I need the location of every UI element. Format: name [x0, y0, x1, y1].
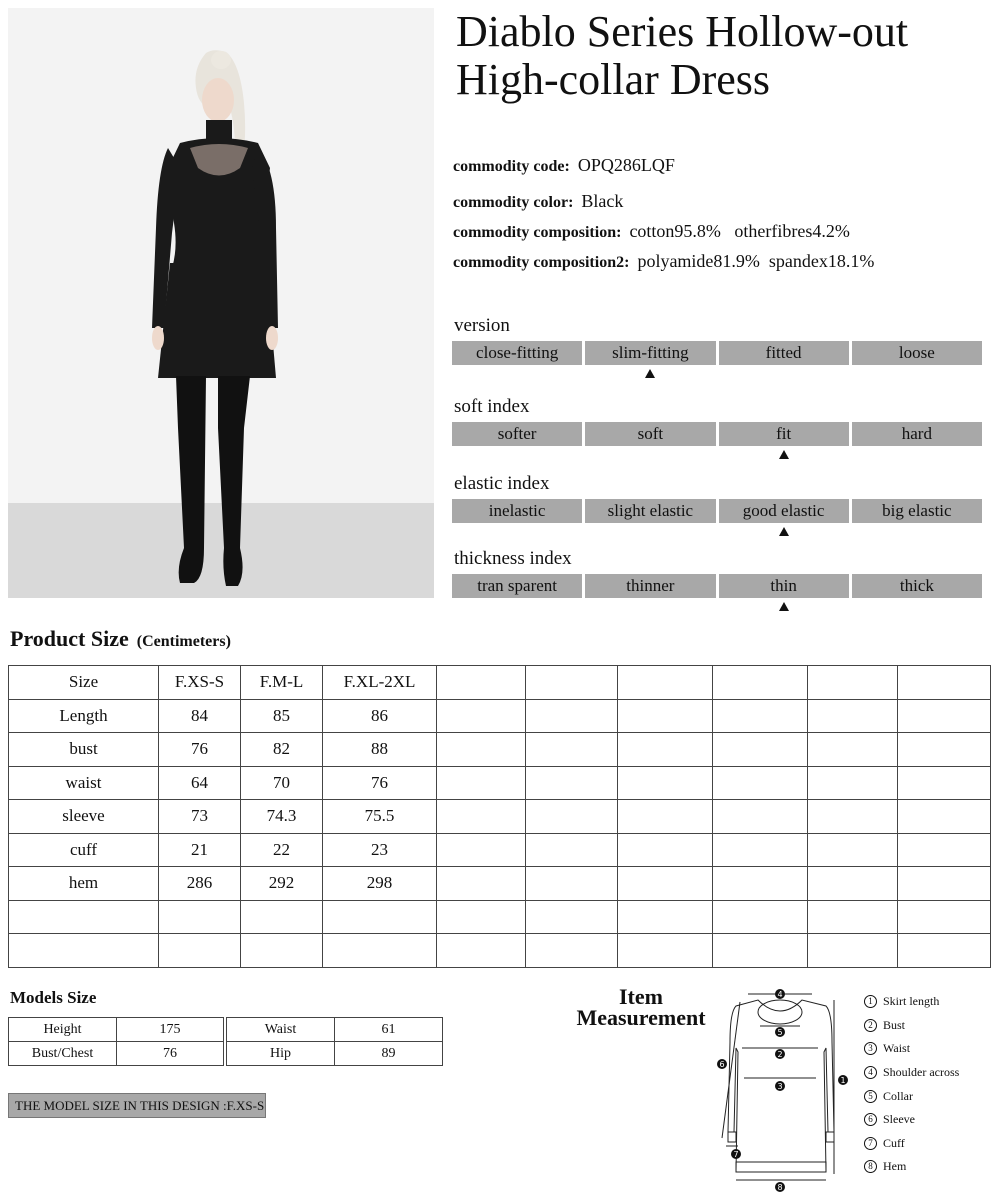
size-row-length: [9, 699, 991, 733]
legend-number: 1: [864, 995, 877, 1008]
models-size-row: [9, 1018, 224, 1042]
model-height-label: Height: [9, 1018, 117, 1042]
elastic-index-title: elastic index: [454, 473, 550, 494]
models-size-row: [227, 1018, 443, 1042]
empty-cell: [618, 900, 713, 934]
size-value-cell: 75.5: [323, 800, 437, 834]
size-value-cell: 22: [241, 833, 323, 867]
soft-index-title: soft index: [454, 396, 530, 417]
empty-cell: [526, 699, 618, 733]
commodity-code-row: [453, 155, 675, 177]
svg-text:8: 8: [777, 1183, 783, 1192]
size-header-row: [9, 666, 991, 700]
elastic-index-scale: [452, 499, 982, 523]
item-measurement-title-line1: Item: [619, 984, 663, 1009]
empty-cell: [808, 766, 898, 800]
empty-cell: [808, 867, 898, 901]
product-size-unit: (Centimeters): [136, 633, 231, 650]
legend-label: Skirt length: [883, 994, 940, 1009]
size-row-cuff: [9, 833, 991, 867]
empty-cell: [618, 699, 713, 733]
commodity-color-label: commodity color:: [453, 194, 574, 211]
product-size-heading: [10, 626, 231, 652]
version-option: fitted: [719, 341, 849, 365]
selected-marker-icon: [779, 527, 789, 536]
empty-cell: [713, 699, 808, 733]
empty-cell: [618, 800, 713, 834]
legend-label: Sleeve: [883, 1112, 915, 1127]
size-value-cell: 64: [159, 766, 241, 800]
empty-cell: [898, 666, 991, 700]
size-row-label: waist: [9, 766, 159, 800]
empty-cell: [808, 699, 898, 733]
selected-marker-icon: [779, 602, 789, 611]
empty-cell: [898, 900, 991, 934]
size-header-cell: F.XL-2XL: [323, 666, 437, 700]
empty-cell: [159, 934, 241, 968]
empty-cell: [618, 867, 713, 901]
empty-cell: [437, 800, 526, 834]
models-size-row: [227, 1042, 443, 1066]
size-value-cell: 74.3: [241, 800, 323, 834]
title-line-2: High-collar Dress: [456, 55, 771, 104]
empty-cell: [526, 900, 618, 934]
model-hip-value: 89: [335, 1042, 443, 1066]
soft-index-option: soft: [585, 422, 715, 446]
empty-cell: [808, 900, 898, 934]
empty-cell: [9, 934, 159, 968]
commodity-composition-label: commodity composition:: [453, 224, 622, 241]
legend-item: [864, 1061, 994, 1085]
empty-cell: [808, 733, 898, 767]
legend-number: 3: [864, 1042, 877, 1055]
legend-number: 6: [864, 1113, 877, 1126]
size-row-waist: [9, 766, 991, 800]
version-title: version: [454, 315, 510, 336]
empty-cell: [808, 833, 898, 867]
empty-cell: [898, 766, 991, 800]
empty-cell: [618, 833, 713, 867]
models-size-table-left: [8, 1017, 224, 1066]
product-size-title: Product Size: [10, 626, 129, 651]
svg-text:5: 5: [777, 1028, 783, 1037]
legend-item: [864, 1084, 994, 1108]
legend-item: [864, 1155, 994, 1179]
size-value-cell: 76: [159, 733, 241, 767]
size-value-cell: 298: [323, 867, 437, 901]
size-value-cell: 73: [159, 800, 241, 834]
svg-text:3: 3: [777, 1082, 783, 1091]
size-row-empty: [9, 900, 991, 934]
legend-item: [864, 1037, 994, 1061]
size-value-cell: 82: [241, 733, 323, 767]
size-value-cell: 84: [159, 699, 241, 733]
commodity-composition2-label: commodity composition2:: [453, 254, 630, 271]
legend-item: [864, 990, 994, 1014]
product-photo: [8, 8, 434, 598]
empty-cell: [898, 934, 991, 968]
svg-text:1: 1: [840, 1076, 846, 1085]
empty-cell: [437, 867, 526, 901]
legend-label: Cuff: [883, 1135, 905, 1150]
size-value-cell: 21: [159, 833, 241, 867]
soft-index-option: fit: [719, 422, 849, 446]
version-option: slim-fitting: [585, 341, 715, 365]
elastic-index-option: inelastic: [452, 499, 582, 523]
legend-item: [864, 1108, 994, 1132]
size-value-cell: 85: [241, 699, 323, 733]
empty-cell: [898, 867, 991, 901]
dress-outline-diagram: [700, 982, 860, 1194]
empty-cell: [526, 833, 618, 867]
empty-cell: [618, 666, 713, 700]
model-waist-label: Waist: [227, 1018, 335, 1042]
empty-cell: [898, 800, 991, 834]
version-scale: [452, 341, 982, 365]
size-value-cell: 23: [323, 833, 437, 867]
model-height-value: 175: [117, 1018, 224, 1042]
empty-cell: [437, 766, 526, 800]
soft-index-option: softer: [452, 422, 582, 446]
svg-text:7: 7: [733, 1150, 739, 1159]
thickness-index-option: tran sparent: [452, 574, 582, 598]
models-size-row: [9, 1042, 224, 1066]
empty-cell: [437, 733, 526, 767]
commodity-composition-value: cotton95.8% otherfibres4.2%: [629, 221, 850, 241]
commodity-composition-row: [453, 221, 850, 243]
empty-cell: [713, 867, 808, 901]
legend-number: 2: [864, 1019, 877, 1032]
elastic-index-option: slight elastic: [585, 499, 715, 523]
empty-cell: [526, 867, 618, 901]
empty-cell: [898, 833, 991, 867]
size-row-label: cuff: [9, 833, 159, 867]
commodity-composition2-row: [453, 251, 874, 273]
empty-cell: [526, 934, 618, 968]
title-line-1: Diablo Series Hollow-out: [456, 7, 909, 56]
empty-cell: [713, 800, 808, 834]
empty-cell: [808, 934, 898, 968]
size-table: [8, 665, 991, 968]
size-row-bust: [9, 733, 991, 767]
model-hip-label: Hip: [227, 1042, 335, 1066]
size-value-cell: 86: [323, 699, 437, 733]
thickness-index-title: thickness index: [454, 548, 572, 569]
empty-cell: [526, 733, 618, 767]
measurement-legend: [864, 990, 994, 1179]
models-size-table-right: [226, 1017, 443, 1066]
thickness-index-scale: [452, 574, 982, 598]
size-value-cell: 76: [323, 766, 437, 800]
size-row-label: bust: [9, 733, 159, 767]
svg-text:2: 2: [777, 1050, 783, 1059]
product-title: [456, 8, 992, 104]
commodity-color-row: [453, 191, 623, 213]
size-header-cell: Size: [9, 666, 159, 700]
selected-marker-icon: [779, 450, 789, 459]
soft-index-option: hard: [852, 422, 982, 446]
elastic-index-option: big elastic: [852, 499, 982, 523]
empty-cell: [898, 733, 991, 767]
empty-cell: [808, 800, 898, 834]
thickness-index-option: thick: [852, 574, 982, 598]
empty-cell: [713, 833, 808, 867]
legend-item: [864, 1132, 994, 1156]
legend-number: 5: [864, 1090, 877, 1103]
thickness-index-option: thin: [719, 574, 849, 598]
legend-number: 7: [864, 1137, 877, 1150]
legend-label: Shoulder across: [883, 1065, 960, 1080]
empty-cell: [159, 900, 241, 934]
model-bust-value: 76: [117, 1042, 224, 1066]
model-size-design-note: THE MODEL SIZE IN THIS DESIGN :F.XS-S: [8, 1093, 266, 1118]
empty-cell: [618, 766, 713, 800]
size-value-cell: 286: [159, 867, 241, 901]
size-row-label: sleeve: [9, 800, 159, 834]
legend-number: 4: [864, 1066, 877, 1079]
empty-cell: [713, 934, 808, 968]
size-row-hem: [9, 867, 991, 901]
size-row-label: Length: [9, 699, 159, 733]
commodity-composition2-value: polyamide81.9% spandex18.1%: [637, 251, 875, 271]
empty-cell: [241, 934, 323, 968]
soft-index-scale: [452, 422, 982, 446]
empty-cell: [526, 766, 618, 800]
empty-cell: [9, 900, 159, 934]
size-header-cell: F.M-L: [241, 666, 323, 700]
model-bust-label: Bust/Chest: [9, 1042, 117, 1066]
model-waist-value: 61: [335, 1018, 443, 1042]
legend-label: Collar: [883, 1088, 913, 1103]
models-size-title: Models Size: [10, 988, 97, 1007]
empty-cell: [526, 666, 618, 700]
empty-cell: [713, 766, 808, 800]
size-row-empty: [9, 934, 991, 968]
svg-text:4: 4: [777, 990, 783, 999]
version-option: close-fitting: [452, 341, 582, 365]
size-value-cell: 292: [241, 867, 323, 901]
legend-label: Hem: [883, 1159, 907, 1174]
item-measurement-title: [560, 986, 722, 1028]
version-option: loose: [852, 341, 982, 365]
model-photo-illustration: [8, 8, 434, 598]
legend-label: Waist: [883, 1041, 911, 1056]
empty-cell: [323, 900, 437, 934]
empty-cell: [713, 733, 808, 767]
empty-cell: [618, 934, 713, 968]
empty-cell: [323, 934, 437, 968]
thickness-index-option: thinner: [585, 574, 715, 598]
item-measurement-title-line2: Measurement: [576, 1005, 706, 1030]
empty-cell: [713, 900, 808, 934]
empty-cell: [241, 900, 323, 934]
size-row-sleeve: [9, 800, 991, 834]
commodity-code-value: OPQ286LQF: [577, 155, 675, 175]
legend-number: 8: [864, 1160, 877, 1173]
empty-cell: [437, 666, 526, 700]
svg-text:6: 6: [719, 1060, 725, 1069]
elastic-index-option: good elastic: [719, 499, 849, 523]
empty-cell: [898, 699, 991, 733]
legend-item: [864, 1014, 994, 1038]
size-row-label: hem: [9, 867, 159, 901]
commodity-code-label: commodity code:: [453, 158, 570, 175]
commodity-color-value: Black: [581, 191, 624, 211]
empty-cell: [526, 800, 618, 834]
legend-label: Bust: [883, 1017, 906, 1032]
size-value-cell: 70: [241, 766, 323, 800]
empty-cell: [618, 733, 713, 767]
empty-cell: [437, 699, 526, 733]
empty-cell: [437, 934, 526, 968]
empty-cell: [437, 833, 526, 867]
selected-marker-icon: [645, 369, 655, 378]
size-value-cell: 88: [323, 733, 437, 767]
garment-measurement-diagram: [700, 982, 860, 1194]
empty-cell: [808, 666, 898, 700]
empty-cell: [437, 900, 526, 934]
empty-cell: [713, 666, 808, 700]
size-header-cell: F.XS-S: [159, 666, 241, 700]
